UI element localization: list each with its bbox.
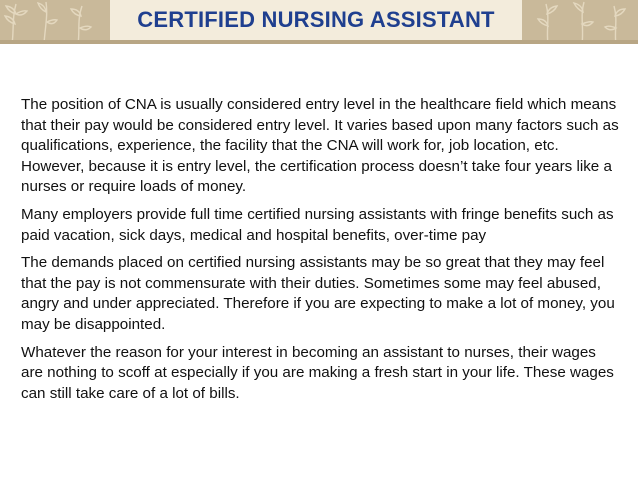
slide-title: CERTIFIED NURSING ASSISTANT xyxy=(137,7,495,32)
slide-body xyxy=(21,95,621,411)
header-banner xyxy=(0,0,638,44)
paragraph-wages: Whatever the reason for your interest in becoming an assistant to nurses, their wages are nothing to scoff at especially if you are making a fresh start in your life. These wages can still take care of a lot of bills. xyxy=(21,343,614,402)
paragraph-fringe-benefits: Many employers provide full time certified nursing assistants with fringe benefits such as paid vacation, sick days, medical and hospital benefits, over-time pay xyxy=(21,205,614,244)
paragraph-demands: The demands placed on certified nursing assistants may be so great that they may feel that the pay is not commensurate with their duties. Sometimes some may feel abused, angry and under appreciated. Therefore if you are expecting to make a lot of money, you may be disappointed. xyxy=(21,254,615,333)
title-box xyxy=(110,0,522,40)
banner-stripe xyxy=(0,40,638,44)
paragraph-cna-entry-level: The position of CNA is usually considered entry level in the healthcare field which means that their pay would be considered entry level. It varies based upon many factors such as qualifications, experience, the facility that the CNA will work for, job location, etc. However, because it is entry level, the certification process doesn’t take four years like a nurses or require loads of money. xyxy=(21,96,619,196)
